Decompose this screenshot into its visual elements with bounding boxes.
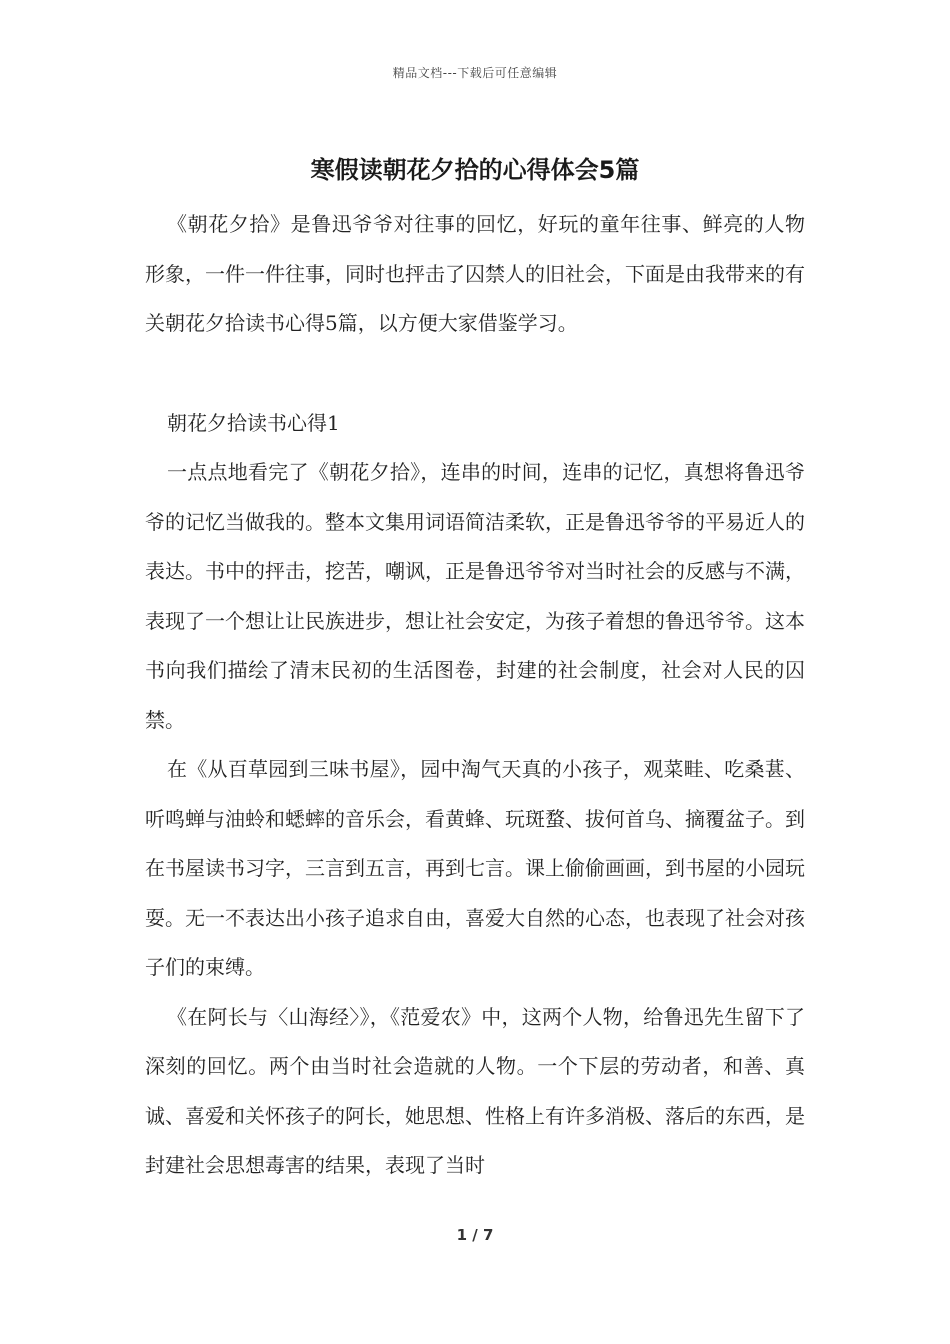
body-paragraph: 一点点地看完了《朝花夕拾》，连串的时间，连串的记忆，真想将鲁迅爷爷的记忆当做我的。整本文集用词语简洁柔软，正是鲁迅爷爷的平易近人的表达。书中的抨击，挖苦，嘲讽，正是鲁迅爷爷对当时社会的反感与不满，表现了一个想让让民族进步，想让社会安定，为孩子着想的鲁迅爷爷。这本书向我们描绘了清末民初的生活图卷，封建的社会制度，社会对人民的囚禁。 (145, 460, 805, 732)
body-paragraph: 在《从百草园到三味书屋》，园中淘气天真的小孩子，观菜畦、吃桑葚、听鸣蝉与油蛉和蟋蟀的音乐会，看黄蜂、玩斑蝥、拔何首乌、摘覆盆子。到在书屋读书习字，三言到五言，再到七言。课上偷偷画画，到书屋的小园玩耍。无一不表达出小孩子追求自由，喜爱大自然的心态，也表现了社会对孩子们的束缚。 (145, 757, 805, 979)
section-heading: 朝花夕拾读书心得1 (167, 410, 340, 435)
document-title: 寒假读朝花夕拾的心得体会5篇 (310, 156, 640, 184)
page-header: 精品文档---下载后可任意编辑 (392, 66, 558, 80)
document-body (145, 200, 805, 1191)
body-paragraph: 《在阿长与〈山海经〉》，《范爱农》中，这两个人物，给鲁迅先生留下了深刻的回忆。两个由当时社会造就的人物。一个下层的劳动者，和善、真诚、喜爱和关怀孩子的阿长，她思想、性格上有许多消极、落后的东西，是封建社会思想毒害的结果，表现了当时 (145, 1004, 805, 1177)
intro-paragraph: 《朝花夕拾》是鲁迅爷爷对往事的回忆，好玩的童年往事、鲜亮的人物形象，一件一件往事，同时也抨击了囚禁人的旧社会，下面是由我带来的有关朝花夕拾读书心得5篇，以方便大家借鉴学习。 (145, 212, 805, 335)
page-number: 1 / 7 (456, 1226, 494, 1244)
